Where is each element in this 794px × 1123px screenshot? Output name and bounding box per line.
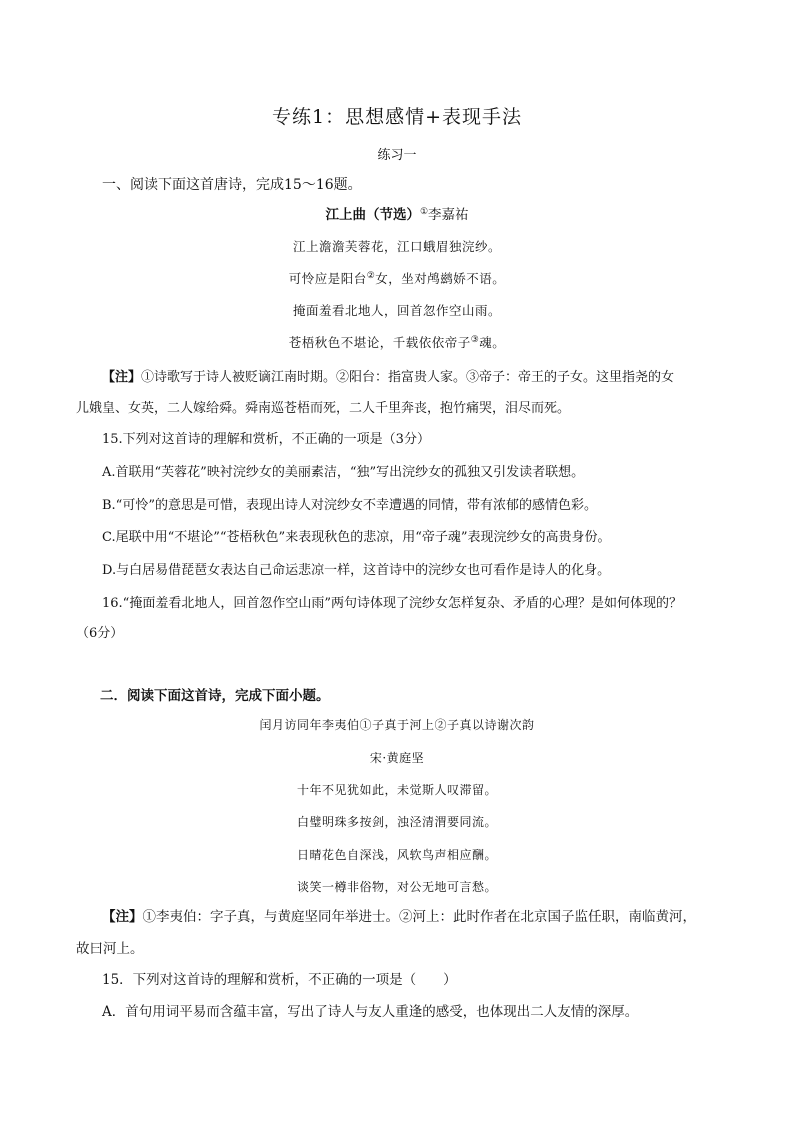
section2-note: [102, 911, 696, 925]
section2-poem-line: 日晴花色自深浅，风软鸟声相应酬。: [296, 848, 497, 862]
section1-q15: 15.下列对这首诗的理解和赏析，不正确的一项是（3分）: [102, 432, 430, 447]
section1-poem-title-mark: ①: [419, 207, 429, 217]
section1-poem-title-line: [0, 209, 794, 223]
note-text: ①李夷伯：字子真，与黄庭坚同年举进士。②河上：此时作者在北京国子监任职，南临黄河，: [142, 909, 696, 925]
section2-heading: 二．阅读下面这首诗，完成下面小题。: [100, 688, 330, 704]
section1-q16: 16.“掩面羞看北地人，回首忽作空山雨”两句诗体现了浣纱女怎样复杂、矛盾的心理？是如何体现的？: [102, 596, 682, 611]
section1-heading: 一、阅读下面这首唐诗，完成15～16题。: [102, 177, 362, 193]
poem-text: 掩面羞看北地人，回首忽作空山雨。: [292, 303, 501, 318]
poem-text: 女，坐对鸬鹚娇不语。: [375, 271, 506, 286]
section2-poem-line: 白璧明珠多按剑，浊泾清渭要同流。: [296, 815, 497, 829]
note-label: 【注】: [102, 909, 143, 925]
note-text: ①诗歌写于诗人被贬谪江南时期。②阳台：指富贵人家。③帝子：帝王的子女。这里指尧的女: [141, 370, 675, 385]
poem-text: 江上澹澹芙蓉花，江口蛾眉独浣纱。: [292, 239, 501, 254]
note-label: 【注】: [102, 370, 142, 385]
poem-text: 可怜应是阳台: [288, 271, 367, 286]
section1-note-cont: 儿娥皇、女英，二人嫁给舜。舜南巡苍梧而死，二人千里奔丧，抱竹痛哭，泪尽而死。: [76, 401, 571, 416]
section1-q15-option-d: D.与白居易借琵琶女表达自己命运悲凉一样，这首诗中的浣纱女也可看作是诗人的化身。: [102, 563, 611, 578]
section2-poem-line: 十年不见犹如此，未觉斯人叹滞留。: [296, 783, 497, 797]
footnote-mark: ②: [366, 271, 376, 281]
footnote-mark: ③: [470, 335, 480, 345]
section1-q15-option-a: A.首联用“芙蓉花”映衬浣纱女的美丽素洁，“独”写出浣纱女的孤独又引发读者联想。: [102, 465, 585, 480]
section1-q16-cont: （6分）: [76, 626, 124, 641]
section2-poem-author: 宋·黄庭坚: [369, 751, 425, 765]
poem-text: 魂。: [479, 335, 506, 350]
section1-poem-title: 江上曲（节选）: [325, 207, 420, 223]
section1-poem-line: [0, 337, 794, 350]
section2-q15: 15．下列对这首诗的理解和赏析，不正确的一项是（ ）: [102, 972, 457, 988]
page-title: 专练1：思想感情+表现手法: [271, 106, 522, 128]
section2-poem-line: 谈笑一樽非俗物，对公无地可言愁。: [296, 880, 497, 894]
section2-note-cont: 故曰河上。: [76, 941, 144, 957]
section2-poem-title: 闰月访同年李夷伯①子真于河上②子真以诗谢次韵: [259, 718, 535, 732]
section1-poem-line: [0, 305, 794, 318]
section1-q15-option-c: C.尾联中用“不堪论”“苍梧秋色”来表现秋色的悲凉，用“帝子魂”表现浣纱女的高贵身份。: [102, 530, 611, 545]
section2-q15-option-a: A．首句用词平易而含蕴丰富，写出了诗人与友人重逢的感受，也体现出二人友情的深厚。: [102, 1004, 639, 1020]
section1-poem-author: 李嘉祐: [428, 207, 469, 223]
page-subtitle: 练习一: [377, 148, 417, 163]
poem-text: 苍梧秋色不堪论，千载依依帝子: [288, 335, 471, 350]
section1-q15-option-b: B.“可怜”的意思是可惜，表现出诗人对浣纱女不幸遭遇的同情，带有浓郁的感情色彩。: [102, 498, 597, 513]
section1-note: [102, 371, 674, 384]
section1-poem-line: [0, 273, 794, 286]
section1-poem-line: [0, 241, 794, 254]
